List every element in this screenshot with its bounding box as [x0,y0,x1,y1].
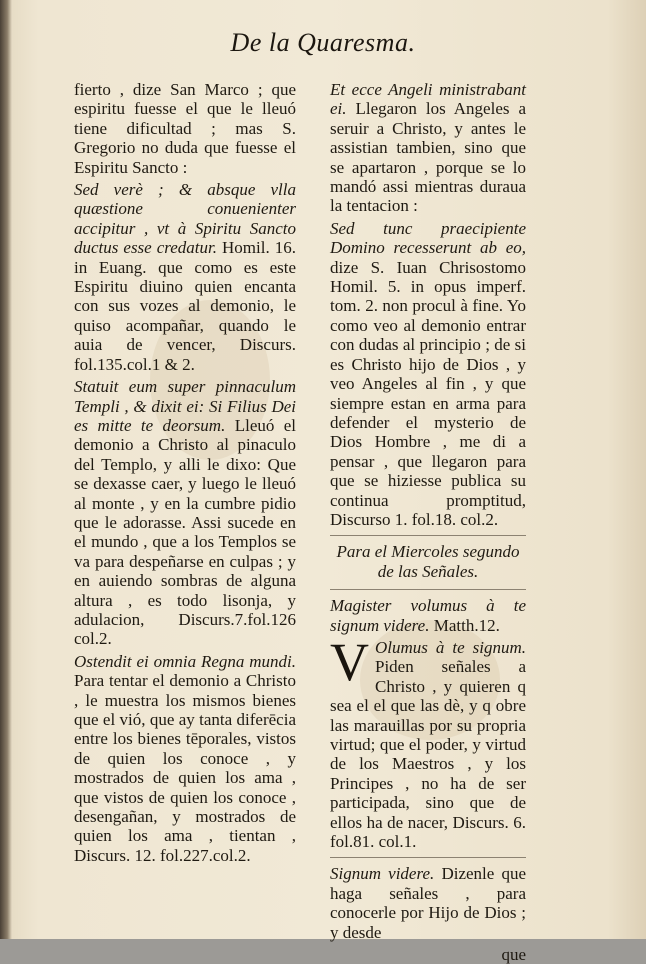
body-text: Lleuó el demonio a Christo al pinaculo del Templo, y alli le dixo: Que se dexasse caer, y luego le lleuó al monte , y en la cumbre pidio que le adorasse. Assi sucede en el mundo , que a los Templos se va para despeñarse en culpas ; y en auiendo sombras de alguna altura , es todo lisonja, y adulacion, Discurs.7.fol.126 col.2. [74,415,297,649]
right-column [330,80,526,964]
catchword: que [501,945,526,964]
paragraph [74,652,296,865]
latin-quote: Olumus à te signum. [375,637,526,657]
paragraph [330,631,526,852]
paragraph [330,596,526,635]
latin-quote: Magister volumus à te signum videre. [330,596,526,635]
body-text: dize S. Iuan Chrisostomo Homil. 5. in opus imperf. tom. 2. non procul à fine. Yo como veo al demonio entrar con dudas al principio ; de si es Christo hijo de Dios , y veo Angeles al fin , y que siempre estan en arma para defender el mysterio de Dios Hombre , me di a pensar , que llegaron para que se hiziesse publica su continua promptitud, Discurso 1. fol.18. col.2. [330,257,526,529]
body-text: Piden señales a Christo , y quieren q sea el el que las dè, y q obre las marauillas por su propria virtud; que el poder, y virtud de los Maestros , y los Principes , no ha de ser participada, sino que de ellos ha de nacer, Discurs. 6. fol.81. col.1. [330,657,526,852]
section-divider [330,589,526,590]
latin-quote: Et ecce Angeli ministrabant ei. [330,80,526,119]
latin-quote: Sed verè ; & absque vlla quæstione conuenienter accipitur , vt à Spiritu Sancto ductus esse credatur. [74,180,296,258]
paragraph [330,219,526,530]
paragraph [330,864,526,942]
body-text: Homil. 16. in Euang. que como es este Espiritu diuino quien encanta con sus vozes al demonio, le quiso acompañar, quando le auia de vencer, Discurs. fol.135.col.1 & 2. [74,238,296,374]
left-column [74,80,296,868]
running-header: De la Quaresma. [230,28,416,57]
section-divider [330,535,526,536]
paragraph [330,80,526,216]
drop-cap: V [330,631,369,692]
binding-gutter [0,0,12,939]
latin-quote: Signum videre. [330,864,435,884]
latin-quote: Sed tunc praecipiente Domino recesserunt ab eo, [330,218,526,258]
section-divider [330,857,526,858]
body-text: fierto , dize San Marco ; que espiritu fuesse el que le lleuó tiene dificultad ; mas S. Gregorio no duda que fuesse el Espiritu Sancto : [74,80,296,177]
paragraph [74,180,296,374]
body-text: Llegaron los Angeles a seruir a Christo, y antes le assistian tambien, sino que se apartaron , porque se lo mandó assi mientras duraua la tentacion : [330,99,527,216]
paragraph [74,80,296,177]
section-heading [330,542,526,581]
section-heading-text: Para el Miercoles segundo de las Señales. [336,542,520,581]
body-text: Matth.12. [433,615,500,635]
paragraph [74,377,296,649]
latin-quote: Statuit eum super pinnaculum Templi , & dixit ei: Si Filius Dei es mitte te deorsum. [74,377,296,435]
body-text: Dizenle que haga señales , para conocerle por Hijo de Dios ; y desde [330,864,527,942]
latin-quote: Ostendit ei omnia Regna mundi. [74,651,296,671]
body-text: Para tentar el demonio a Christo , le muestra los mismos bienes que el vió, que ay tanta diferēcia entre los bienes tēporales, vistos de quien los conoce , y mostrados de quien los ama , que vistos de quien los conoce , desengañan, y mostrados de quien los ama , tientan , Discurs. 12. fol.227.col.2. [74,671,296,865]
